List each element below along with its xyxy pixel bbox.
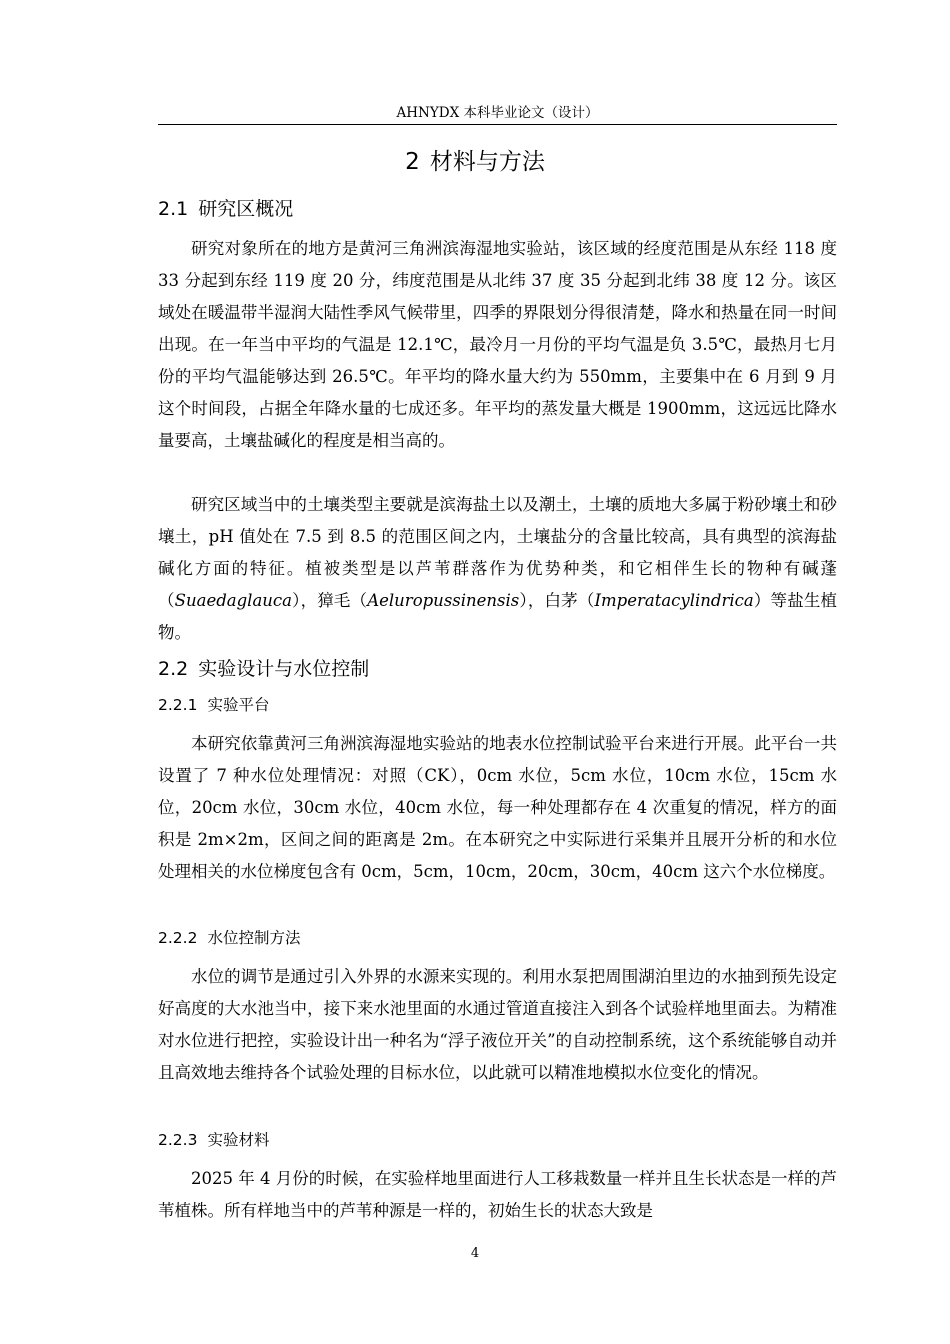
- page-number: 4: [470, 1246, 480, 1261]
- subsection-2-2-2-heading: [158, 926, 300, 950]
- paragraph-experiment-materials: 2025 年 4 月份的时候，在实验样地里面进行人工移栽数量一样并且生长状态是一样的芦苇植株。所有样地当中的芦苇种源是一样的，初始生长的状态大致是: [158, 1169, 837, 1220]
- text-run: ）等盐生植物。: [158, 591, 838, 642]
- chapter-title: [0, 146, 950, 178]
- text-run: 研究区域当中的土壤类型主要就是滨海盐土以及潮土，土壤的质地大多属于粉砂壤土和砂壤土，pH 值处在 7.5 到 8.5 的范围区间之内，土壤盐分的含量比较高，具有典型的滨海盐碱化方面的特征。植被类型是以芦苇群落作为优势种类，和它相伴生长的物种有碱蓬（: [158, 495, 837, 610]
- subsection-title: 实验平台: [207, 696, 270, 714]
- header-rule: [158, 124, 837, 125]
- subsection-2-2-1-heading: [158, 693, 269, 717]
- subsection-title: 水位控制方法: [207, 929, 301, 947]
- subsection-number: 2.2.2: [158, 929, 198, 947]
- subsection-2-2-3-heading: [158, 1128, 269, 1152]
- section-number: 2.2: [158, 658, 189, 680]
- section-2-1-heading: [158, 195, 293, 223]
- chapter-title-text: 材料与方法: [429, 149, 545, 175]
- section-title: 实验设计与水位控制: [198, 658, 370, 680]
- paragraph-study-area: 研究对象所在的地方是黄河三角洲滨海湿地实验站，该区域的经度范围是从东经 118 度 33 分起到东经 119 度 20 分，纬度范围是从北纬 37 度 35 分起到北纬 38 度 12 分。该区域处在暖温带半湿润大陆性季风气候带里，四季的界限划分得很清楚，降水和热量在同一时间出现。在一年当中平均的气温是 12.1℃，最冷月一月份的平均气温是负 3.5℃，最热月七月份的平均气温能够达到 26.5℃。年平均的降水量大约为 550mm，主要集中在 6 月到 9 月这个时间段，占据全年降水量的七成还多。年平均的蒸发量大概是 1900mm，这远远比降水量要高，土壤盐碱化的程度是相当高的。: [158, 239, 837, 450]
- subsection-title: 实验材料: [207, 1131, 270, 1149]
- subsection-number: 2.2.3: [158, 1131, 198, 1149]
- paragraph-water-level-control: 水位的调节是通过引入外界的水源来实现的。利用水泵把周围湖泊里边的水抽到预先设定好高度的大水池当中，接下来水池里面的水通过管道直接注入到各个试验样地里面去。为精准对水位进行把控，实验设计出一种名为“浮子液位开关”的自动控制系统，这个系统能够自动并且高效地去维持各个试验处理的目标水位，以此就可以精准地模拟水位变化的情况。: [158, 967, 837, 1082]
- species-name: Suaedaglauca: [174, 591, 292, 610]
- text-run: ），白茅（: [519, 591, 595, 610]
- chapter-number: 2: [405, 149, 420, 175]
- species-name: Imperatacylindrica: [594, 591, 754, 610]
- section-number: 2.1: [158, 198, 189, 220]
- paragraph-experiment-platform: 本研究依靠黄河三角洲滨海湿地实验站的地表水位控制试验平台来进行开展。此平台一共设置了 7 种水位处理情况：对照（CK），0cm 水位，5cm 水位，10cm 水位，15cm 水位，20cm 水位，30cm 水位，40cm 水位，每一种处理都存在 4 次重复的情况，样方的面积是 2m×2m，区间之间的距离是 2m。在本研究之中实际进行采集并且展开分析的和水位处理相关的水位梯度包含有 0cm，5cm，10cm，20cm，30cm，40cm 这六个水位梯度。: [158, 734, 837, 881]
- paragraph-soil-vegetation: [158, 489, 837, 649]
- text-run: ），獐毛（: [292, 591, 368, 610]
- section-title: 研究区概况: [198, 198, 294, 220]
- species-name: Aeluropussinensis: [367, 591, 520, 610]
- section-2-2-heading: [158, 655, 369, 683]
- running-header: AHNYDX 本科毕业论文（设计）: [396, 105, 599, 121]
- subsection-number: 2.2.1: [158, 696, 198, 714]
